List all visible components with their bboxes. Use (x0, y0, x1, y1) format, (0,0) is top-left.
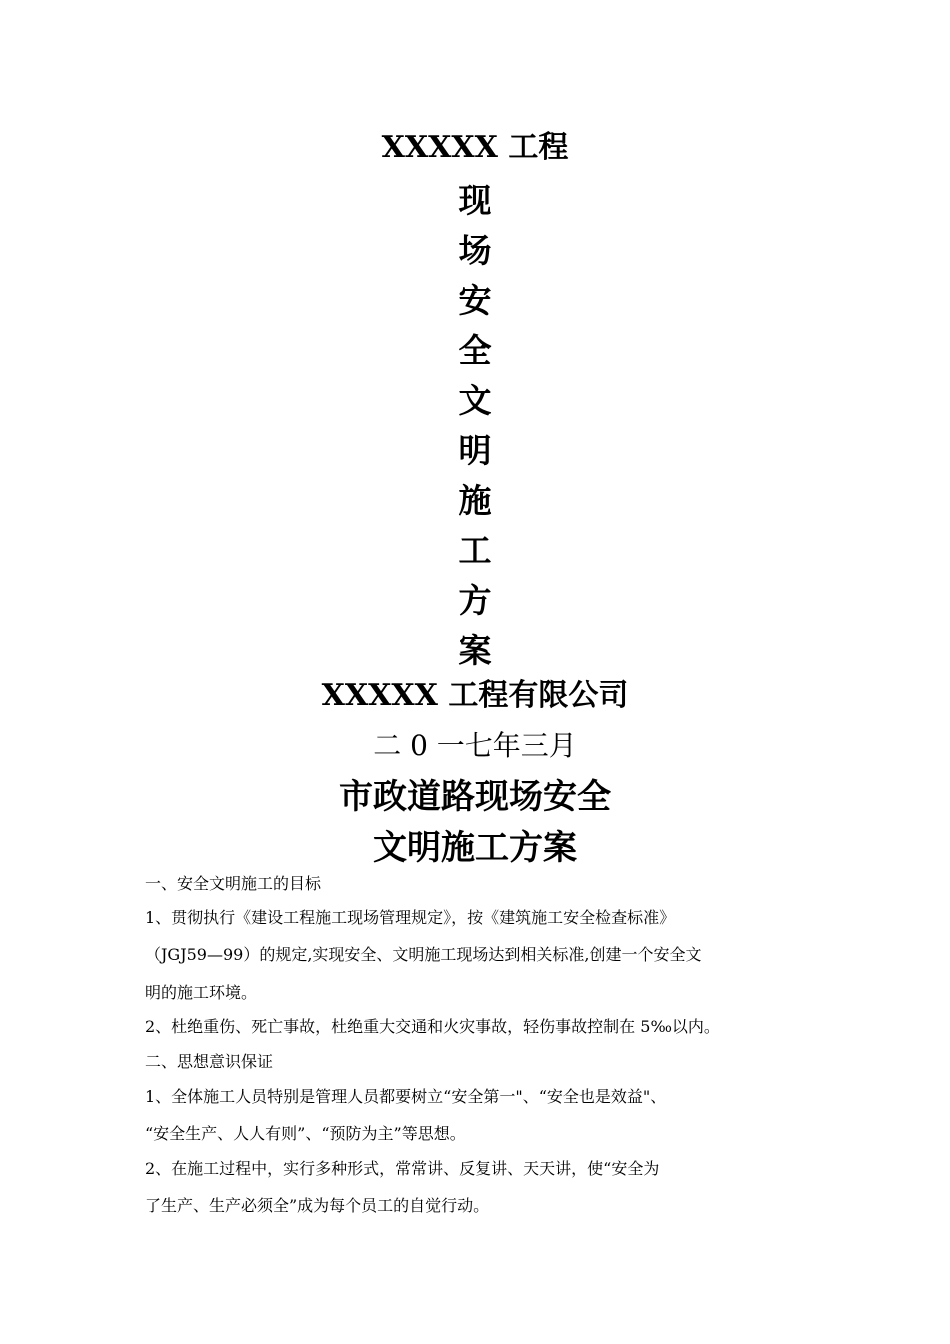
document-title-line-1: 市政道路现场安全 (339, 777, 611, 817)
body-text-line: “安全生产、人人有则”、“预防为主”等思想。 (145, 1124, 466, 1143)
project-title: XXXXX 工程 (381, 130, 569, 165)
company-name: XXXXX 工程有限公司 (321, 678, 629, 713)
document-title-line-2: 文明施工方案 (373, 828, 577, 868)
vertical-title-char: 文 (458, 381, 492, 420)
vertical-title-char: 全 (458, 331, 492, 370)
section-heading-1: 一、安全文明施工的目标 (145, 874, 322, 893)
vertical-title-char: 案 (458, 631, 492, 670)
body-text-line: 了生产、生产必须全”成为每个员工的自觉行动。 (145, 1196, 490, 1215)
body-text-line: 2、在施工过程中，实行多种形式，常常讲、反复讲、天天讲，使“安全为 (145, 1159, 660, 1178)
body-text-line: 明的施工环境。 (145, 983, 258, 1002)
date-line: 二 0 一七年三月 (373, 729, 577, 762)
vertical-title-char: 场 (458, 231, 492, 270)
vertical-title-char: 安 (458, 281, 492, 320)
section-heading-2: 二、思想意识保证 (145, 1052, 274, 1071)
body-text-line: 1、全体施工人员特别是管理人员都要树立“安全第一"、“安全也是效益"、 (145, 1087, 667, 1106)
body-text-line: （JGJ59—99）的规定,实现安全、文明施工现场达到相关标准,创建一个安全文 (145, 945, 702, 964)
vertical-title-char: 明 (458, 431, 492, 470)
vertical-title-char: 施 (458, 481, 492, 520)
body-text-line: 1、贯彻执行《建设工程施工现场管理规定》，按《建筑施工安全检查标准》 (145, 908, 676, 927)
vertical-title-char: 现 (458, 181, 492, 220)
vertical-title-char: 方 (458, 581, 492, 620)
vertical-title-char: 工 (458, 531, 492, 570)
body-text-line: 2、杜绝重伤、死亡事故，杜绝重大交通和火灾事故，轻伤事故控制在 5‰以内。 (145, 1017, 720, 1036)
